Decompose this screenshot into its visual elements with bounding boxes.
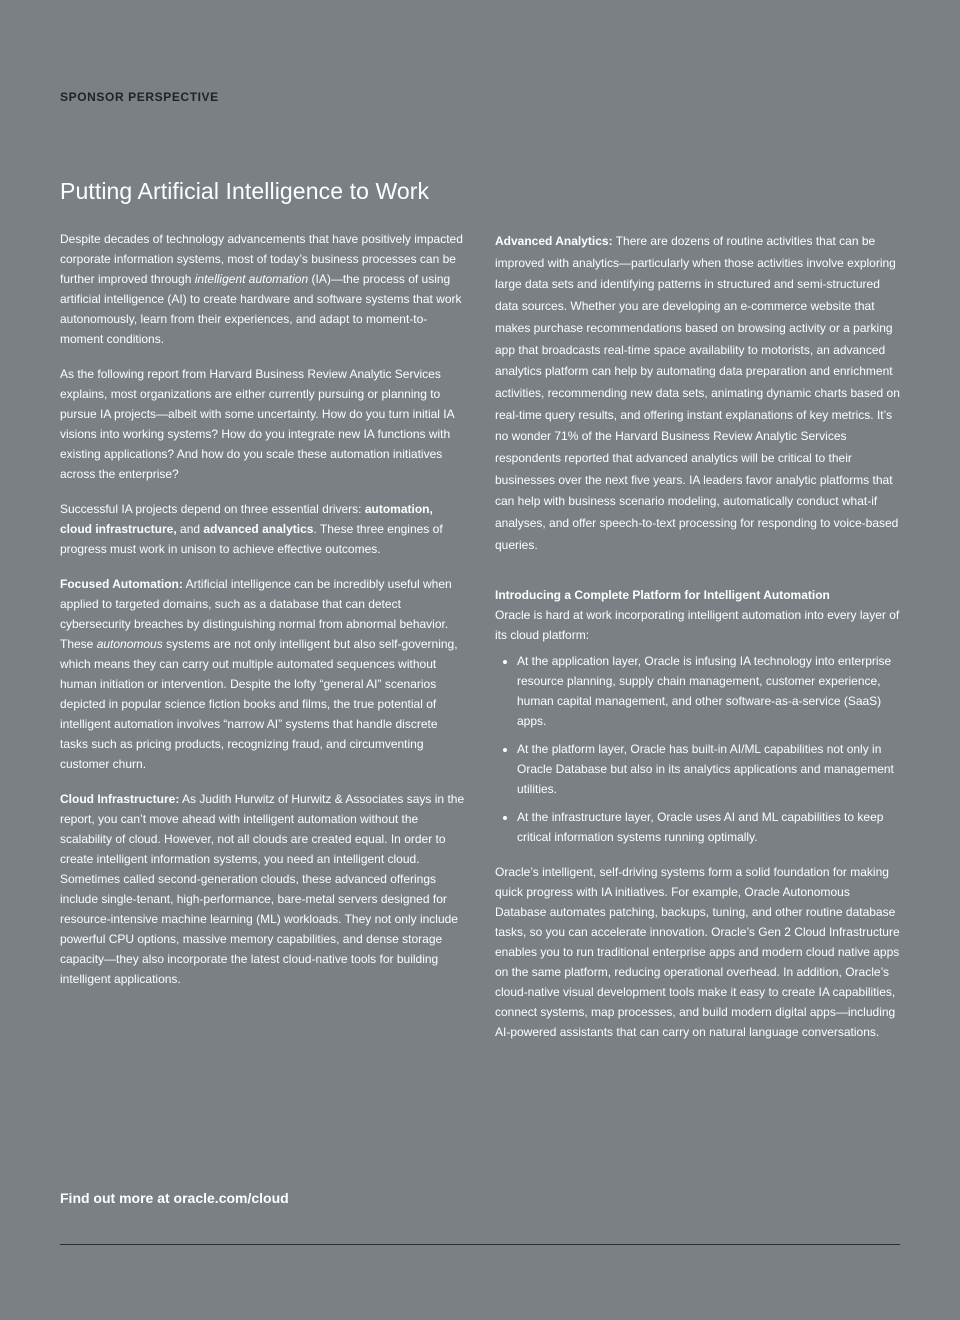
bullet-list xyxy=(495,651,903,847)
list-item: • At the platform layer, Oracle has built-in AI/ML capabilities not only in Oracle Database but also in its analytics applications and management utilities. xyxy=(517,739,903,799)
paragraph-report: As the following report from Harvard Business Review Analytic Services explains, most organizations are either currently pursuing or planning to pursue IA projects—albeit with some uncertainty. How do you turn initial IA visions into working systems? How do you integrate new IA functions with existing applications? And how do you scale these automation initiatives across the enterprise? xyxy=(60,367,454,481)
right-column xyxy=(495,231,903,1057)
section-heading: Introducing a Complete Platform for Intelligent Automation xyxy=(495,587,830,602)
paragraph-platform-intro: Oracle is hard at work incorporating intelligent automation into every layer of its cloud platform: xyxy=(495,607,900,642)
find-out-more-link[interactable]: Find out more at oracle.com/cloud xyxy=(60,1190,289,1206)
left-column xyxy=(60,229,468,1004)
section-kicker: SPONSOR PERSPECTIVE xyxy=(60,90,219,104)
paragraph-intro: Despite decades of technology advancements that have positively impacted corporate information systems, most of today’s business processes can be further improved through intelligent automation (IA)—the process of using artificial intelligence (AI) to create hardware and software systems that work autonomously, learn from their experiences, and adapt to moment-to-moment conditions. xyxy=(60,232,463,346)
paragraph-cloud-infrastructure: Cloud Infrastructure: As Judith Hurwitz of Hurwitz & Associates says in the report, you can’t move ahead with intelligent automation without the scalability of cloud. However, not all clouds are created equal. In order to create intelligent information systems, you need an intelligent cloud. Sometimes called second-generation clouds, these advanced offerings include single-tenant, high-performance, bare-metal servers designed for resource-intensive machine learning (ML) workloads. They not only include powerful CPU options, massive memory capabilities, and dense storage capacity—they also incorporate the latest cloud-native tools for building intelligent applications. xyxy=(60,792,465,986)
paragraph-focused-automation: Focused Automation: Artificial intelligence can be incredibly useful when applied to targeted domains, such as a database that can detect cybersecurity breaches by distinguishing normal from abnormal behavior. These autonomous systems are not only intelligent but also self-governing, which means they can carry out multiple automated sequences without human initiation or intervention. Despite the lofty “general AI” scenarios depicted in popular science fiction books and films, the true potential of intelligent automation involves “narrow AI” systems that handle discrete tasks such as pricing products, recognizing fraud, and circumventing customer churn. xyxy=(60,577,458,771)
page-title: Putting Artificial Intelligence to Work xyxy=(60,178,430,204)
footer-divider xyxy=(60,1244,900,1245)
list-item: • At the infrastructure layer, Oracle uses AI and ML capabilities to keep critical information systems running optimally. xyxy=(517,807,903,847)
paragraph-advanced-analytics: Advanced Analytics: There are dozens of routine activities that can be improved with analytics—particularly when those activities involve exploring large data sets and identifying patterns in structured and semi-structured data sources. Whether you are developing an e-commerce website that makes purchase recommendations based on browsing activity or a parking app that broadcasts real-time space availability to motorists, an advanced analytics platform can help by automating data preparation and enrichment activities, recommending new data sets, animating dynamic charts based on real-time query results, and offering instant explanations of key metrics. It’s no wonder 71% of the Harvard Business Review Analytic Services respondents reported that advanced analytics will be critical to their businesses over the next five years. IA leaders favor analytic platforms that can help with business scenario modeling, automatically conduct what-if analyses, and offer speech-to-text processing for responding to voice-based queries. xyxy=(495,234,900,552)
list-item: • At the application layer, Oracle is infusing IA technology into enterprise resource planning, supply chain management, customer experience, human capital management, and other software-as-a-service (SaaS) apps. xyxy=(517,651,903,731)
paragraph-closing: Oracle’s intelligent, self-driving systems form a solid foundation for making quick progress with IA initiatives. For example, Oracle Autonomous Database automates patching, backups, tuning, and other routine database tasks, so you can accelerate innovation. Oracle’s Gen 2 Cloud Infrastructure enables you to run traditional enterprise apps and modern cloud native apps on the same platform, reducing operational overhead. In addition, Oracle’s cloud-native visual development tools make it easy to create IA capabilities, connect systems, map processes, and build modern digital apps—including AI-powered assistants that can carry on natural language conversations. xyxy=(495,864,900,1039)
paragraph-drivers: Successful IA projects depend on three essential drivers: automation, cloud infrastructure, and advanced analytics. These three engines of progress must work in unison to achieve effective outcomes. xyxy=(60,502,443,556)
